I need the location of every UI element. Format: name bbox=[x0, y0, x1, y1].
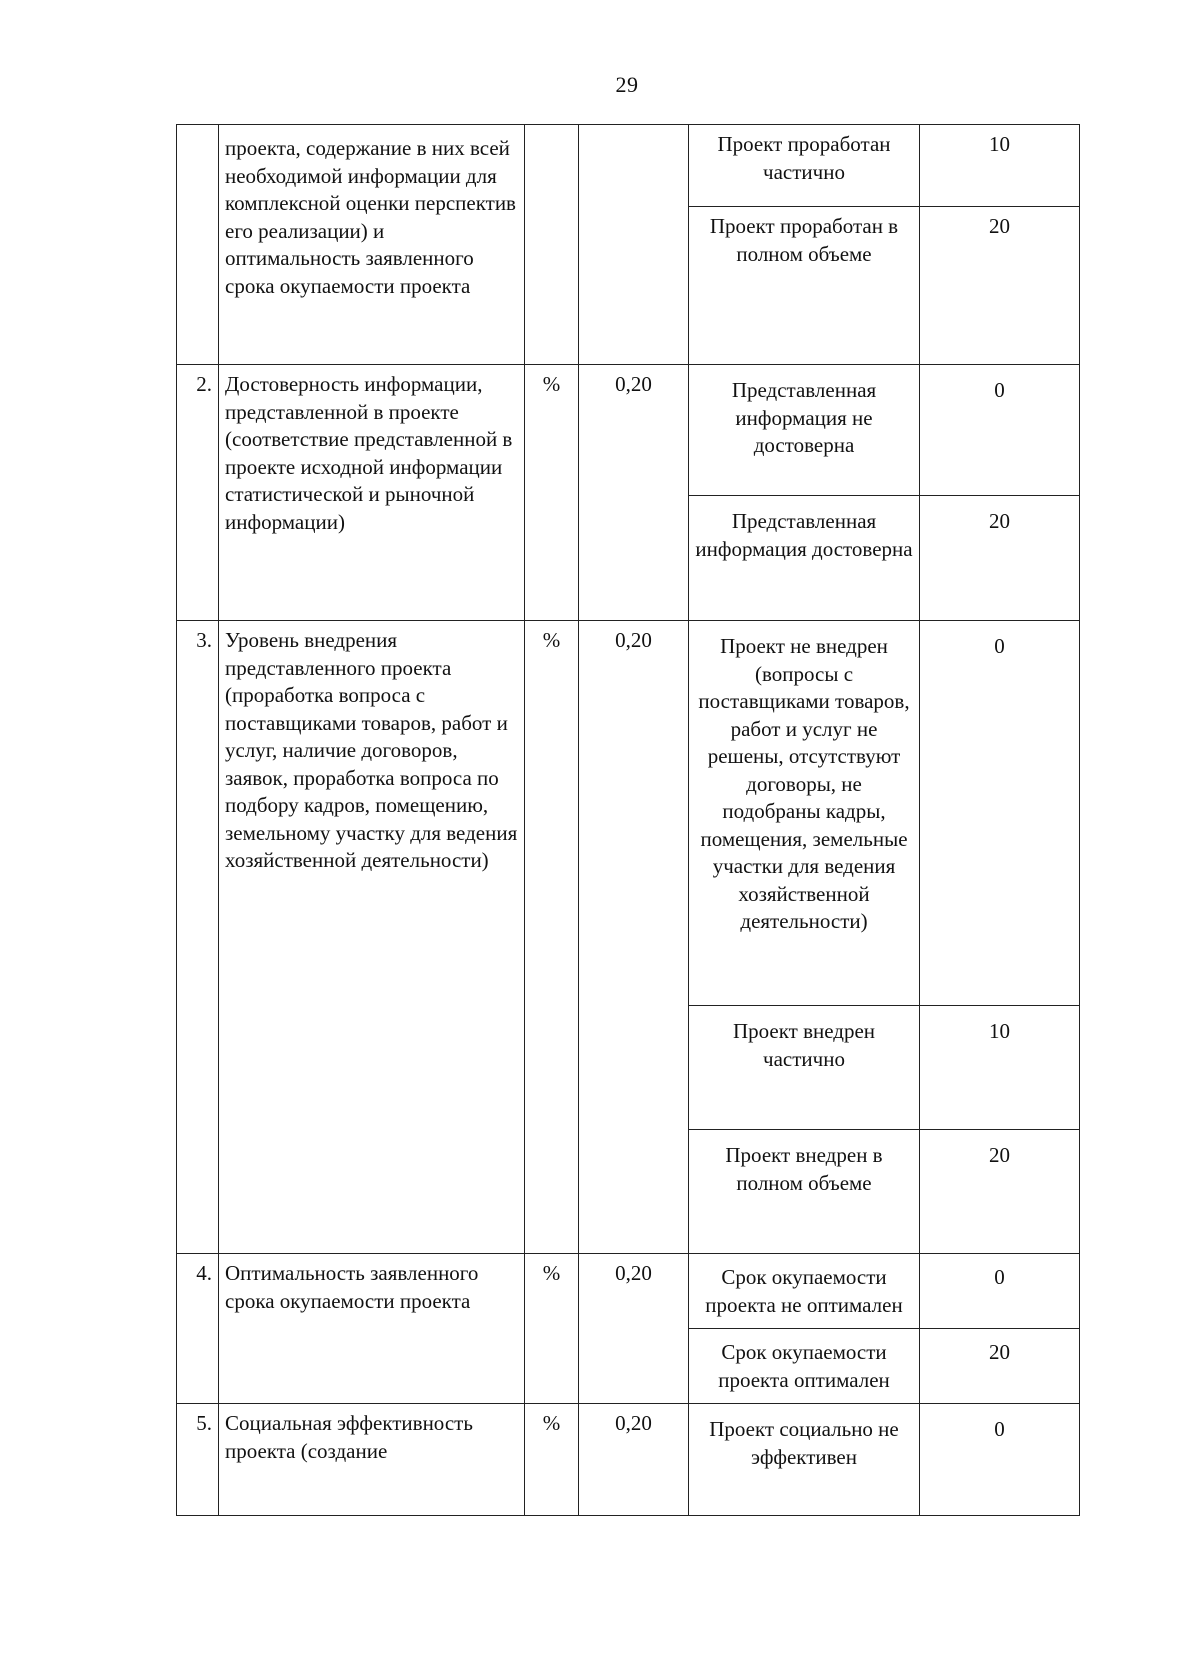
unit-cell: % bbox=[525, 1254, 579, 1404]
condition-cell: Проект социально не эффективен bbox=[689, 1404, 920, 1516]
unit-cell bbox=[525, 125, 579, 365]
weight-cell: 0,20 bbox=[579, 365, 689, 621]
weight-cell: 0,20 bbox=[579, 1254, 689, 1404]
row-number-cell: 2. bbox=[177, 365, 219, 621]
score-cell: 0 bbox=[920, 621, 1080, 1006]
criterion-cell bbox=[219, 1404, 525, 1516]
condition-cell: Проект внедрен в полном объеме bbox=[689, 1130, 920, 1254]
score-cell: 10 bbox=[920, 1006, 1080, 1130]
criterion-cell bbox=[219, 1254, 525, 1404]
criterion-text: Достоверность информации, представленной в проекте (соответствие представленной в проекте исходной информации статистической и рыночной информации) bbox=[225, 372, 513, 534]
table-row bbox=[177, 365, 1080, 496]
score-cell: 20 bbox=[920, 496, 1080, 621]
unit-cell: % bbox=[525, 1404, 579, 1516]
condition-cell: Проект проработан в полном объеме bbox=[689, 207, 920, 365]
condition-cell: Проект не внедрен (вопросы с поставщиками товаров, работ и услуг не решены, отсутствуют договоры, не подобраны кадры, помещения, земельные участки для ведения хозяйственной деятельности) bbox=[689, 621, 920, 1006]
criterion-text: Социальная эффективность проекта (создание bbox=[225, 1411, 473, 1463]
weight-cell bbox=[579, 125, 689, 365]
row-number-cell: 3. bbox=[177, 621, 219, 1254]
criterion-text: Уровень внедрения представленного проекта (проработка вопроса с поставщиками товаров, работ и услуг, наличие договоров, заявок, проработка вопроса по подбору кадров, помещению, земельному участку для ведения хозяйственной деятельности) bbox=[225, 628, 518, 872]
criterion-cell bbox=[219, 365, 525, 621]
condition-cell: Проект проработан частично bbox=[689, 125, 920, 207]
unit-cell: % bbox=[525, 621, 579, 1254]
weight-cell: 0,20 bbox=[579, 621, 689, 1254]
row-number-cell: 5. bbox=[177, 1404, 219, 1516]
score-cell: 0 bbox=[920, 365, 1080, 496]
score-cell: 10 bbox=[920, 125, 1080, 207]
table-row bbox=[177, 1254, 1080, 1329]
condition-cell: Представленная информация не достоверна bbox=[689, 365, 920, 496]
condition-cell: Проект внедрен частично bbox=[689, 1006, 920, 1130]
condition-cell: Срок окупаемости проекта не оптимален bbox=[689, 1254, 920, 1329]
table-row bbox=[177, 621, 1080, 1006]
score-cell: 0 bbox=[920, 1254, 1080, 1329]
table-row bbox=[177, 125, 1080, 207]
criterion-text: проекта, содержание в них всей необходимой информации для комплексной оценки перспектив его реализации) и оптимальность заявленного срока окупаемости проекта bbox=[225, 136, 516, 298]
condition-cell: Срок окупаемости проекта оптимален bbox=[689, 1329, 920, 1404]
row-number-cell: 4. bbox=[177, 1254, 219, 1404]
condition-cell: Представленная информация достоверна bbox=[689, 496, 920, 621]
unit-cell: % bbox=[525, 365, 579, 621]
page-number: 29 bbox=[615, 72, 639, 97]
score-cell: 0 bbox=[920, 1404, 1080, 1516]
row-number-cell bbox=[177, 125, 219, 365]
score-cell: 20 bbox=[920, 1130, 1080, 1254]
table-row bbox=[177, 1404, 1080, 1516]
score-cell: 20 bbox=[920, 207, 1080, 365]
score-cell: 20 bbox=[920, 1329, 1080, 1404]
criterion-cell bbox=[219, 125, 525, 365]
criterion-cell bbox=[219, 621, 525, 1254]
criteria-table bbox=[176, 124, 1080, 1516]
weight-cell: 0,20 bbox=[579, 1404, 689, 1516]
criterion-text: Оптимальность заявленного срока окупаемости проекта bbox=[225, 1261, 479, 1313]
